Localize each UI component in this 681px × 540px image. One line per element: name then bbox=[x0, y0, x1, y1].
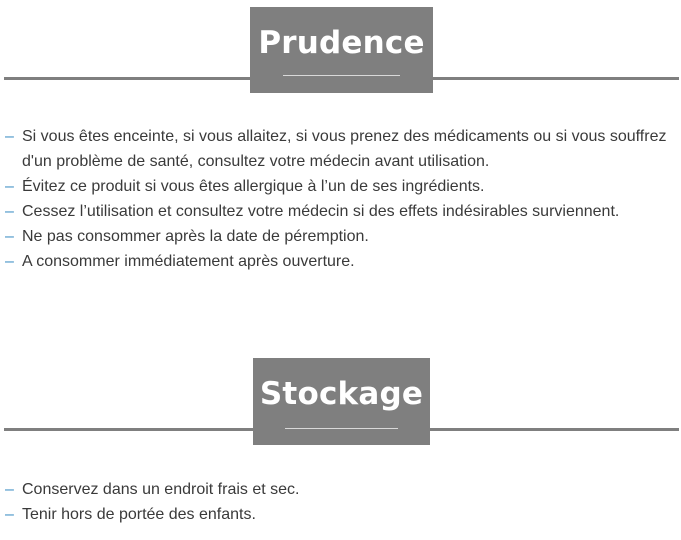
bullet-dash: – bbox=[5, 481, 14, 498]
list-item bbox=[0, 249, 681, 274]
heading-underline bbox=[283, 75, 400, 76]
stockage-list bbox=[0, 477, 681, 527]
list-item-text: Conservez dans un endroit frais et sec. bbox=[22, 481, 300, 498]
list-item-text: A consommer immédiatement après ouverture. bbox=[22, 253, 355, 270]
heading-underline bbox=[285, 428, 398, 429]
bullet-dash: – bbox=[5, 203, 14, 220]
list-item bbox=[0, 502, 681, 527]
prudence-heading-box bbox=[250, 7, 433, 93]
list-item bbox=[0, 124, 681, 174]
bullet-dash: – bbox=[5, 506, 14, 523]
list-item-text: Ne pas consommer après la date de péremption. bbox=[22, 228, 369, 245]
list-item-text: Évitez ce produit si vous êtes allergique à l’un de ses ingrédients. bbox=[22, 178, 485, 195]
list-item bbox=[0, 174, 681, 199]
list-item-text: Tenir hors de portée des enfants. bbox=[22, 506, 256, 523]
stockage-heading-box bbox=[253, 358, 430, 445]
bullet-dash: – bbox=[5, 228, 14, 245]
prudence-heading: Prudence bbox=[258, 25, 425, 61]
list-item-text: Si vous êtes enceinte, si vous allaitez, si vous prenez des médicaments ou si vous souffrez d'un problème de santé, consultez votre médecin avant utilisation. bbox=[22, 128, 667, 170]
list-item bbox=[0, 199, 681, 224]
prudence-list bbox=[0, 124, 681, 274]
bullet-dash: – bbox=[5, 128, 14, 145]
list-item-text: Cessez l’utilisation et consultez votre médecin si des effets indésirables surviennent. bbox=[22, 203, 620, 220]
list-item bbox=[0, 477, 681, 502]
bullet-dash: – bbox=[5, 178, 14, 195]
list-item bbox=[0, 224, 681, 249]
bullet-dash: – bbox=[5, 253, 14, 270]
stockage-heading: Stockage bbox=[259, 376, 424, 412]
